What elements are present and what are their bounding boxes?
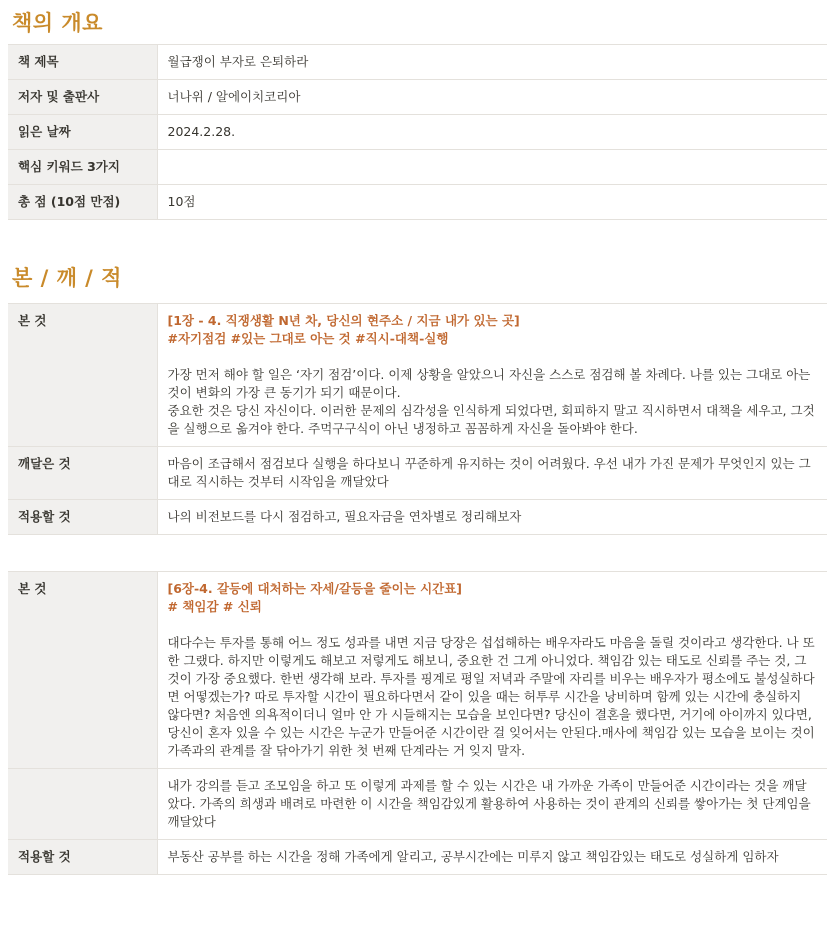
row-label-title: 책 제목 [8, 45, 157, 80]
apply-label: 적용할 것 [8, 500, 157, 535]
seen-paragraph-1: 가장 먼저 해야 할 일은 ‘자기 점검’이다. 이제 상황을 알았으니 자신을 스스로 점검해 볼 차례다. 나를 있는 그대로 아는 것이 변화의 가장 큰 동기가 되기 때문이다. [167, 367, 811, 400]
table-row [8, 572, 827, 769]
row-value-keywords [157, 150, 827, 185]
realized-label: 깨달은 것 [8, 447, 157, 500]
table-row [8, 304, 827, 447]
table-row [8, 115, 827, 150]
realized-text: 내가 강의를 듣고 조모임을 하고 또 이렇게 과제를 할 수 있는 시간은 내 가까운 가족이 만들어준 시간이라는 것을 깨달았다. 가족의 희생과 배려로 마련한 이 시간을 책임감있게 활용하여 사용하는 것이 관계의 신뢰를 쌓아가는 첫 단계임을 깨달았다 [157, 769, 827, 840]
overview-heading: 책의 개요 [12, 11, 103, 35]
seen-cell [157, 304, 827, 447]
table-row [8, 840, 827, 875]
bonkkaejeok-heading: 본 / 깨 / 적 [12, 266, 122, 290]
chapter-title: [6장-4. 갈등에 대처하는 자세/갈등을 줄이는 시간표] [167, 581, 463, 596]
apply-text: 나의 비전보드를 다시 점검하고, 필요자금을 연차별로 정리해보자 [157, 500, 827, 535]
row-value-date: 2024.2.28. [157, 115, 827, 150]
row-value-author: 너나위 / 알에이치코리아 [157, 80, 827, 115]
chapter-tags: #자기점검 #있는 그대로 아는 것 #직시-대책-실행 [167, 331, 449, 346]
chapter-title: [1장 - 4. 직쟁생활 N년 차, 당신의 현주소 / 지금 내가 있는 곳] [167, 313, 520, 328]
row-label-score: 총 점 (10점 만점) [8, 185, 157, 220]
spacer [168, 616, 816, 634]
spacer [168, 348, 816, 366]
table-row [8, 45, 827, 80]
table-row [8, 80, 827, 115]
realized-text: 마음이 조급해서 점검보다 실행을 하다보니 꾸준하게 유지하는 것이 어려웠다. 우선 내가 가진 문제가 무엇인지 있는 그대로 직시하는 것부터 시작임을 깨달았다 [157, 447, 827, 500]
row-label-date: 읽은 날짜 [8, 115, 157, 150]
table-row [8, 150, 827, 185]
table-row [8, 769, 827, 840]
overview-table [8, 44, 827, 220]
seen-label: 본 것 [8, 304, 157, 447]
table-row [8, 185, 827, 220]
realized-label [8, 769, 157, 840]
seen-label: 본 것 [8, 572, 157, 769]
table-row [8, 500, 827, 535]
row-label-author: 저자 및 출판사 [8, 80, 157, 115]
row-value-score: 10점 [157, 185, 827, 220]
reflection-table-1 [8, 303, 827, 535]
seen-paragraph-1: 대다수는 투자를 통해 어느 정도 성과를 내면 지금 당장은 섭섭해하는 배우자라도 마음을 돌릴 것이라고 생각한다. 나 또한 그랬다. 하지만 이렇게도 해보고 저렇게도 해보니, 중요한 건 그게 아니었다. 책임감 있는 태도로 신뢰를 주는 것, 그것이 가장 중요했다. 한번 생각해 보라. 투자를 핑계로 평일 저녁과 주말에 자리를 비우는 배우자가 평소에도 불성실하다면 어떻겠는가? 따로 투자할 시간이 필요하다면서 같이 있을 때는 허투루 시간을 낭비하며 함께 있는 시간에 충실하지 않다면? 처음엔 의욕적이더니 얼마 안 가 시들해지는 모습을 보인다면? 당신이 결혼을 했다면, 거기에 아이까지 있다면, 당신이 혼자 있을 수 있는 시간은 누군가 만들어준 시간이란 걸 잊어서는 안된다.매사에 책임감 있는 모습을 보이는 것이 가족과의 관계를 잘 닦아가기 위한 첫 번째 단계라는 거 잊지 말자. [167, 635, 815, 758]
seen-cell [157, 572, 827, 769]
table-row [8, 447, 827, 500]
apply-text: 부동산 공부를 하는 시간을 정해 가족에게 알리고, 공부시간에는 미루지 않고 책임감있는 태도로 성실하게 임하자 [157, 840, 827, 875]
row-value-title: 월급쟁이 부자로 은퇴하라 [157, 45, 827, 80]
seen-paragraph-2: 중요한 것은 당신 자신이다. 이러한 문제의 심각성을 인식하게 되었다면, 회피하지 말고 직시하면서 대책을 세우고, 그것을 실행으로 옮겨야 한다. 주먹구구식이 아닌 냉정하고 꼼꼼하게 자신을 돌아봐야 한다. [167, 403, 815, 436]
chapter-tags: # 책임감 # 신뢰 [167, 599, 262, 614]
row-label-keywords: 핵심 키워드 3가지 [8, 150, 157, 185]
apply-label: 적용할 것 [8, 840, 157, 875]
reflection-table-2 [8, 571, 827, 875]
